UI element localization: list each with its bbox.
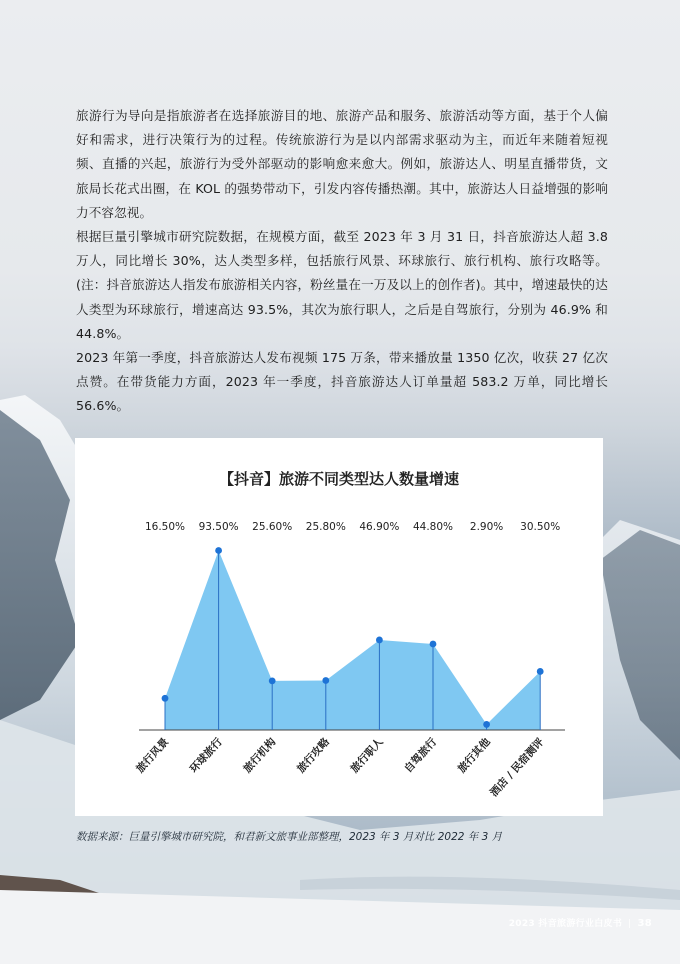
area-series	[165, 550, 540, 730]
category-label: 环球旅行	[187, 735, 225, 776]
paragraph-1: 旅游行为导向是指旅游者在选择旅游目的地、旅游产品和服务、旅游活动等方面，基于个人偏好和需求，进行决策行为的过程。传统旅游行为是以内部需求驱动为主，而近年来随着短视频、直播的兴起，旅游行为受外部驱动的影响愈来愈大。例如，旅游达人、明星直播带货，文旅局长花式出圈，在 KOL 的强势带动下，引发内容传播热潮。其中，旅游达人日益增强的影响力不容忽视。	[76, 108, 608, 220]
value-label: 44.80%	[412, 521, 454, 533]
value-label: 2.90%	[469, 521, 504, 533]
category-label: 旅行机构	[241, 735, 279, 776]
data-source-note: 数据来源：巨量引擎城市研究院，和君新文旅事业部整理，2023 年 3 月对比 2022 年 3 月	[76, 831, 503, 843]
body-text	[76, 104, 608, 419]
data-point	[430, 641, 437, 648]
value-label: 30.50%	[520, 521, 561, 533]
value-label: 46.90%	[359, 521, 400, 533]
footer-title: 2023 抖音旅游行业白皮书	[508, 919, 623, 929]
footer-separator: |	[628, 919, 632, 929]
data-point	[322, 677, 329, 684]
area-chart	[75, 438, 603, 816]
data-point	[537, 668, 544, 675]
page-number: 38	[637, 918, 652, 929]
data-point	[483, 721, 490, 728]
paragraph-3: 2023 年第一季度，抖音旅游达人发布视频 175 万条，带来播放量 1350 亿次，收获 27 亿次点赞。在带货能力方面，2023 年一季度，抖音旅游达人订单量超 583.2 万单，同比增长 56.6%。	[76, 350, 608, 414]
category-label: 旅行攻略	[295, 735, 333, 776]
value-label: 93.50%	[198, 521, 239, 533]
chart-title: 【抖音】旅游不同类型达人数量增速	[218, 470, 459, 488]
page-footer	[509, 916, 652, 929]
data-point	[376, 637, 383, 644]
category-label: 自驾旅行	[402, 735, 440, 776]
value-label: 25.60%	[252, 521, 293, 533]
value-label: 16.50%	[144, 521, 186, 533]
chart-card	[75, 438, 603, 816]
category-label: 旅行风景	[134, 735, 172, 776]
data-point	[269, 677, 276, 684]
paragraph-2: 根据巨量引擎城市研究院数据，在规模方面，截至 2023 年 3 月 31 日，抖音旅游达人超 3.8 万人，同比增长 30%，达人类型多样，包括旅行风景、环球旅行、旅行机构、旅行攻略等。(注：抖音旅游达人指发布旅游相关内容，粉丝量在一万及以上的创作者)。其中，增速最快的达人类型为环球旅行，增速高达 93.5%，其次为旅行职人，之后是自驾旅行，分别为 46.9% 和 44.8%。	[76, 229, 608, 341]
category-label: 旅行职人	[348, 735, 386, 776]
data-point	[162, 695, 169, 702]
data-point	[215, 547, 222, 554]
value-label: 25.80%	[305, 521, 346, 533]
category-label: 酒店 / 民宿测评	[487, 735, 547, 800]
category-label: 旅行其他	[455, 735, 493, 776]
